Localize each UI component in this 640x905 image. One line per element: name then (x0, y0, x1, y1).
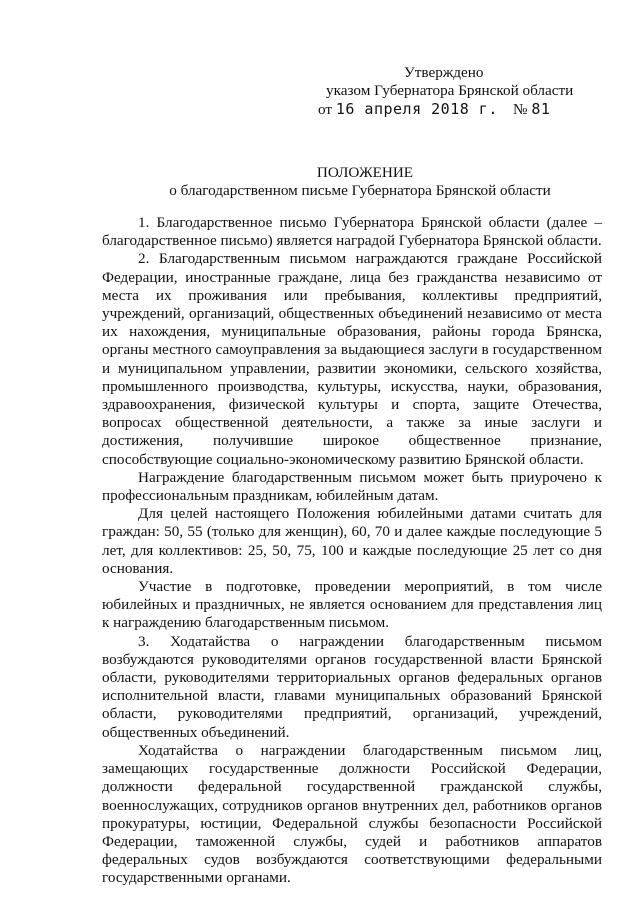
document-body (102, 214, 602, 888)
document-title (0, 164, 640, 200)
paragraph-5: Участие в подготовке, проведении мероприятий, в том числе юбилейных и праздничных, не является основанием для представления лиц к награждению благодарственным письмом. (102, 578, 602, 632)
paragraph-2: 2. Благодарственным письмом награждаются граждане Российской Федерации, иностранные граждане, лица без гражданства независимо от места их проживания или пребывания, коллективы предприятий, учреждений, организаций, общественных объединений независимо от места их нахождения, муниципальные образования, районы города Брянска, органы местного самоуправления за выдающиеся заслуги в государственном и муниципальном управлении, развитии экономики, сельского хозяйства, промышленного производства, культуры, искусства, науки, образования, здравоохранения, физической культуры и спорта, защите Отечества, вопросах общественной деятельности, а также за иные заслуги и достижения, получившие широкое общественное признание, способствующие социально-экономическому развитию Брянской области. (102, 250, 602, 468)
title-subheading: о благодарственном письме Губернатора Брянской области (169, 182, 551, 200)
paragraph-6: 3. Ходатайства о награждении благодарственным письмом возбуждаются руководителями органов государственной власти Брянской области, руководителями территориальных органов федеральных органов исполнительной власти, главами муниципальных образований Брянской области, руководителями предприятий, организаций, учреждений, общественных объединений. (102, 632, 602, 741)
paragraph-4: Для целей настоящего Положения юбилейными датами считать для граждан: 50, 55 (только для женщин), 60, 70 и далее каждые последующие 5 лет, для коллективов: 25, 50, 75, 100 и каждые последующие 25 лет со дня основания. (102, 505, 602, 577)
approval-number: 81 (531, 100, 551, 119)
approval-number-sign: № (513, 101, 528, 119)
paragraph-3: Награждение благодарственным письмом может быть приурочено к профессиональным праздникам, юбилейным датам. (102, 468, 602, 505)
approval-decree-line: указом Губернатора Брянской области (326, 82, 574, 100)
approval-date-line (318, 100, 618, 119)
approval-date: 16 апреля 2018 г. (335, 100, 498, 119)
paragraph-1: 1. Благодарственное письмо Губернатора Брянской области (далее – благодарственное письмо) является наградой Губернатора Брянской области. (102, 214, 602, 250)
title-heading: ПОЛОЖЕНИЕ (316, 164, 414, 181)
paragraph-7: Ходатайства о награждении благодарственным письмом лиц, замещающих государственные должности Российской Федерации, должности федеральной государственной гражданской службы, военнослужащих, сотрудников органов внутренних дел, работников органов прокуратуры, юстиции, Федеральной службы безопасности Российской Федерации, таможенной службы, судей и работников аппаратов федеральных судов возбуждаются соответствующими федеральными государственными органами. (102, 741, 602, 887)
approval-label: Утверждено (404, 64, 484, 81)
approval-block (318, 64, 618, 120)
approval-date-prefix: от (318, 101, 333, 119)
